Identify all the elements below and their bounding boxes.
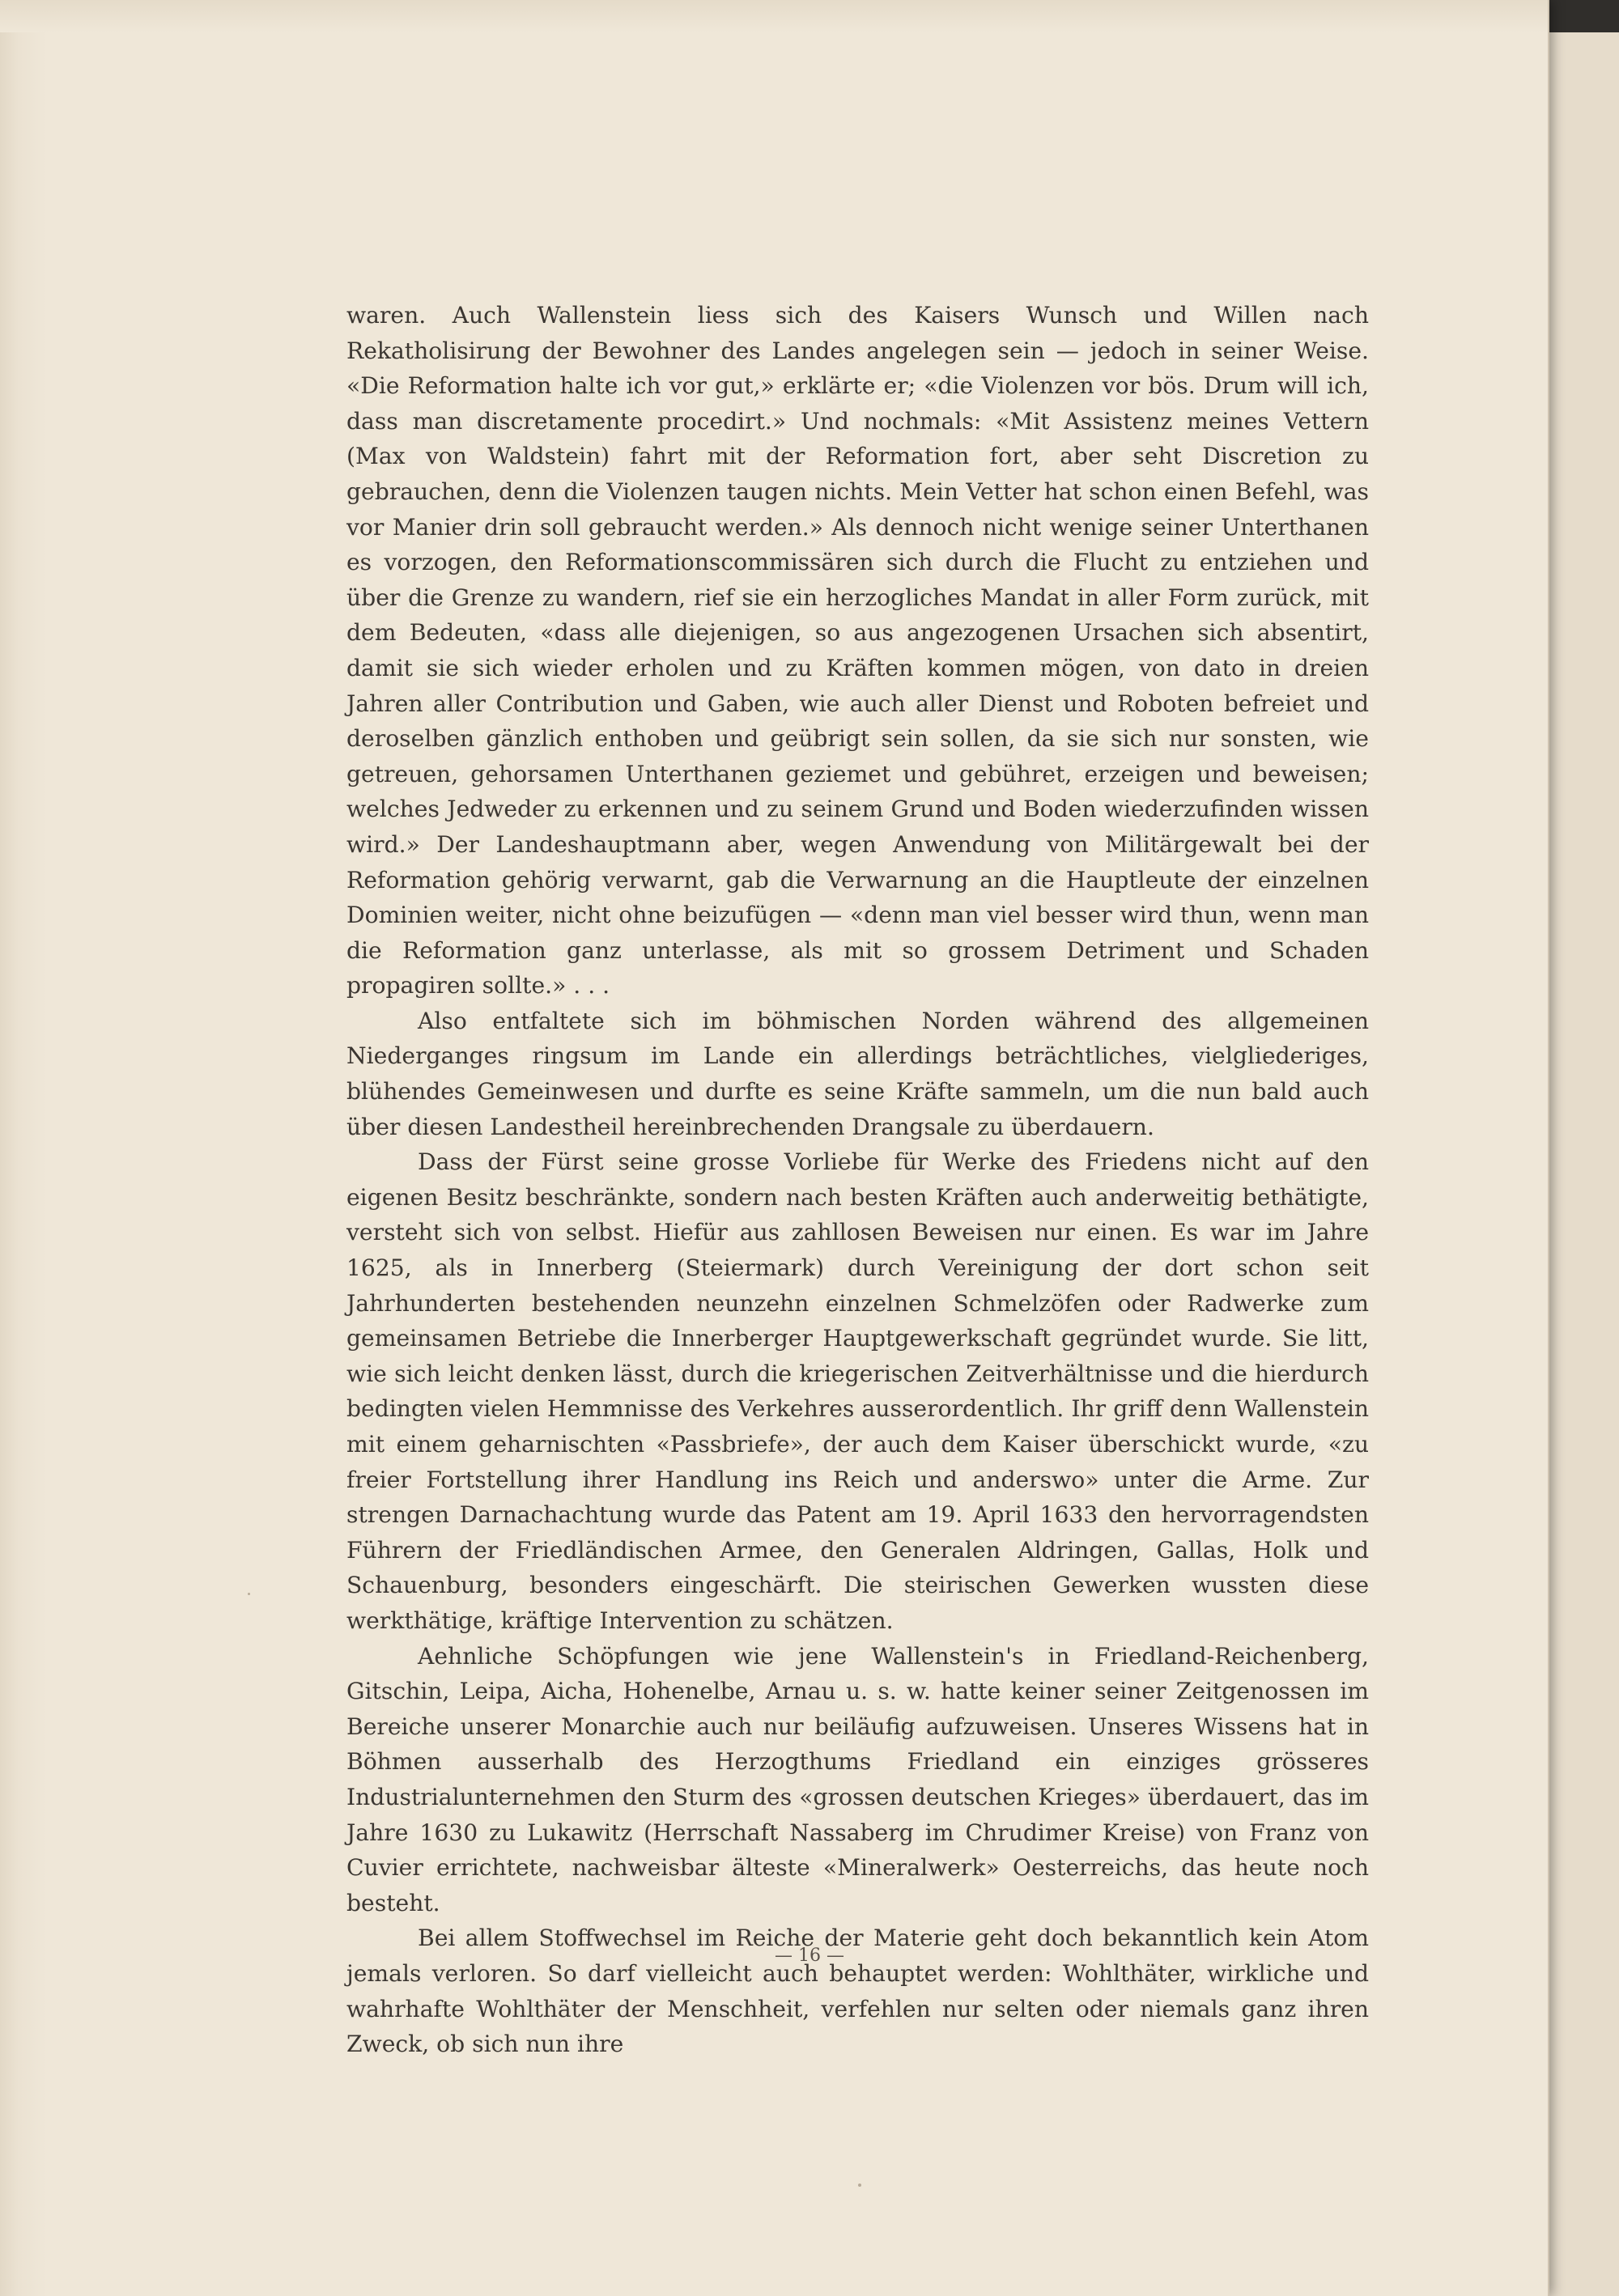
page-number: — 16 —	[775, 1946, 844, 1966]
body-text	[346, 298, 1369, 2062]
paragraph: Dass der Fürst seine grosse Vorliebe für Werke des Friedens nicht auf den eigenen Besitz beschränkte, sondern nach besten Kräften auch anderweitig bethätigte, versteht sich von selbst. Hiefür aus zahllosen Beweisen nur einen. Es war im Jahre 1625, als in Innerberg (Steiermark) durch Vereinigung der dort schon seit Jahrhunderten bestehenden neunzehn einzelnen Schmelzöfen oder Radwerke zum gemeinsamen Betriebe die Innerberger Hauptgewerkschaft gegründet wurde. Sie litt, wie sich leicht denken lässt, durch die kriegerischen Zeitverhältnisse und die hierdurch bedingten vielen Hemmnisse des Verkehres ausserordentlich. Ihr griff denn Wallenstein mit einem geharnischten «Passbriefe», der auch dem Kaiser überschickt wurde, «zu freier Fortstellung ihrer Handlung ins Reich und anderswo» unter die Arme. Zur strengen Darnachachtung wurde das Patent am 19. April 1633 den hervorragendsten Führern der Friedländischen Armee, den Generalen Aldringen, Gallas, Holk und Schauenburg, besonders eingeschärft. Die steirischen Gewerken wussten diese werkthätige, kräftige Intervention zu schätzen.	[346, 1148, 1369, 1634]
paragraph: Also entfaltete sich im böhmischen Norden während des allgemeinen Niederganges ringsum im Lande ein allerdings beträchtliches, vielgliederiges, blühendes Gemeinwesen und durfte es seine Kräfte sammeln, um die nun bald auch über diesen Landestheil hereinbrechenden Drangsale zu überdauern.	[346, 1007, 1369, 1140]
paragraph: waren. Auch Wallenstein liess sich des Kaisers Wunsch und Willen nach Rekatholisirung der Bewohner des Landes angelegen sein — jedoch in seiner Weise. «Die Reformation halte ich vor gut,» erklärte er; «die Violenzen vor bös. Drum will ich, dass man discretamente procedirt.» Und nochmals: «Mit Assistenz meines Vettern (Max von Waldstein) fahrt mit der Reformation fort, aber seht Discretion zu gebrauchen, denn die Violenzen taugen nichts. Mein Vetter hat schon einen Befehl, was vor Manier drin soll gebraucht werden.» Als dennoch nicht wenige seiner Unterthanen es vorzogen, den Reformationscommissären sich durch die Flucht zu entziehen und über die Grenze zu wandern, rief sie ein herzogliches Mandat in aller Form zurück, mit dem Bedeuten, «dass alle diejenigen, so aus angezogenen Ursachen sich absentirt, damit sie sich wieder erholen und zu Kräften kommen mögen, von dato in dreien Jahren aller Contribution und Gaben, wie auch aller Dienst und Roboten befreiet und deroselben gänzlich enthoben und geübrigt sein sollen, da sie sich nur sonsten, wie getreuen, gehorsamen Unterthanen geziemet und gebühret, erzeigen und beweisen; welches Jedweder zu erkennen und zu seinem Grund und Boden wiederzufinden wissen wird.» Der Landeshauptmann aber, wegen Anwendung von Militärgewalt bei der Reformation gehörig verwarnt, gab die Verwarnung an die Hauptleute der einzelnen Dominien weiter, nicht ohne beizufügen — «denn man viel besser wird thun, wenn man die Reformation ganz unterlasse, als mit so grossem Detriment und Schaden propagiren sollte.» . . .	[346, 302, 1369, 999]
paragraph: Aehnliche Schöpfungen wie jene Wallenstein's in Friedland-Reichenberg, Gitschin, Leipa, Aicha, Hohenelbe, Arnau u. s. w. hatte keiner seiner Zeitgenossen im Bereiche unserer Monarchie auch nur beiläufig aufzuweisen. Unseres Wissens hat in Böhmen ausserhalb des Herzogthums Friedland ein einziges grösseres Industrialunternehmen den Sturm des «grossen deutschen Krieges» überdauert, das im Jahre 1630 zu Lukawitz (Herrschaft Nassaberg im Chrudimer Kreise) von Franz von Cuvier errichtete, nachweisbar älteste «Mineralwerk» Oesterreichs, das heute noch besteht.	[346, 1642, 1369, 1916]
paragraph: Bei allem Stoffwechsel im Reiche der Materie geht doch bekanntlich kein Atom jemals verloren. So darf vielleicht auch behauptet werden: Wohlthäter, wirkliche und wahrhafte Wohlthäter der Menschheit, verfehlen nur selten oder niemals ganz ihren Zweck, ob sich nun ihre	[346, 1925, 1369, 2058]
paper-speck	[858, 2184, 861, 2187]
paper-speck	[248, 1593, 250, 1595]
page-top-shadow	[0, 0, 1548, 32]
